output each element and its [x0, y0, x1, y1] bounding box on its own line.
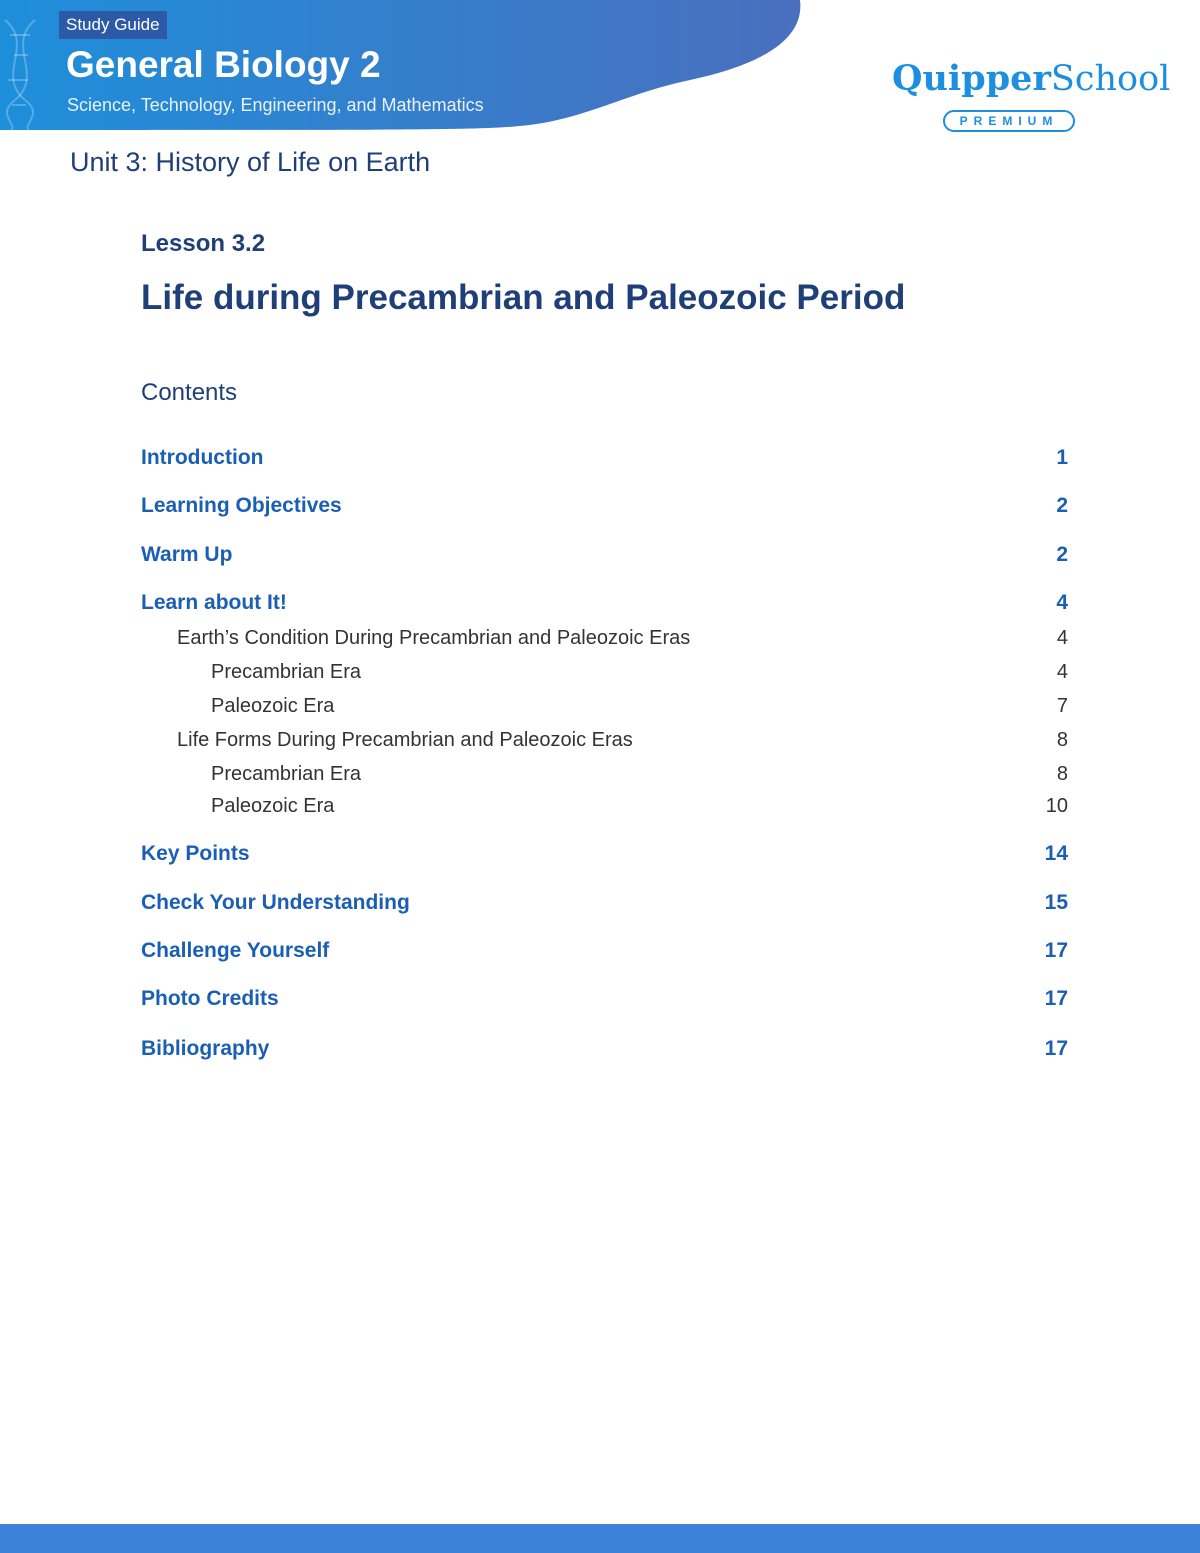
toc-entry[interactable] [141, 760, 1068, 788]
quipper-school-logo [892, 58, 1171, 138]
toc-entry-page-number: 8 [1056, 762, 1068, 785]
toc-entry-label: Life Forms During Precambrian and Paleozoic Eras [177, 728, 633, 751]
toc-entry-page-number: 4 [1056, 660, 1068, 683]
lesson-title: Life during Precambrian and Paleozoic Period [141, 278, 906, 317]
toc-entry[interactable] [141, 444, 1068, 472]
toc-entry-label: Learning Objectives [141, 494, 342, 517]
toc-entry-label: Learn about It! [141, 591, 287, 614]
toc-entry[interactable] [141, 985, 1068, 1013]
toc-entry-page-number: 17 [1044, 939, 1068, 962]
toc-entry-label: Earth’s Condition During Precambrian and Paleozoic Eras [177, 626, 691, 649]
logo-word-quipper: Quipper [892, 58, 1051, 99]
study-guide-badge: Study Guide [59, 11, 167, 39]
toc-entry-page-number: 4 [1056, 626, 1068, 649]
toc-entry-page-number: 17 [1044, 1037, 1068, 1060]
unit-title: Unit 3: History of Life on Earth [70, 147, 431, 177]
logo-wordmark [892, 58, 1170, 99]
toc-entry[interactable] [141, 589, 1068, 617]
logo-premium-pill: PREMIUM [943, 110, 1075, 132]
logo-word-school: School [1050, 59, 1171, 99]
toc-entry-page-number: 10 [1045, 794, 1068, 817]
contents-heading: Contents [141, 379, 238, 406]
toc-entry-label: Challenge Yourself [141, 939, 330, 962]
toc-entry[interactable] [141, 840, 1068, 868]
toc-entry-label: Check Your Understanding [141, 891, 410, 914]
toc-entry[interactable] [141, 889, 1068, 917]
toc-entry[interactable] [141, 1035, 1068, 1063]
toc-entry-page-number: 15 [1044, 891, 1068, 914]
toc-entry-label: Paleozoic Era [211, 794, 335, 817]
toc-entry[interactable] [141, 726, 1068, 754]
toc-entry-label: Precambrian Era [211, 660, 362, 683]
toc-entry-page-number: 1 [1056, 446, 1068, 469]
toc-entry-label: Key Points [141, 842, 250, 865]
toc-entry[interactable] [141, 658, 1068, 686]
lesson-number: Lesson 3.2 [141, 230, 266, 257]
toc-entry-page-number: 17 [1044, 987, 1068, 1010]
toc-entry-page-number: 7 [1056, 694, 1068, 717]
toc-entry-label: Introduction [141, 446, 264, 469]
toc-entry-label: Photo Credits [141, 987, 279, 1010]
footer-bar [0, 1524, 1200, 1553]
toc-entry-label: Bibliography [141, 1037, 270, 1060]
toc-entry[interactable] [141, 692, 1068, 720]
toc-entry[interactable] [141, 492, 1068, 520]
toc-entry-label: Warm Up [141, 543, 233, 566]
course-subtitle: Science, Technology, Engineering, and Mathematics [67, 95, 484, 115]
toc-entry-page-number: 8 [1056, 728, 1068, 751]
course-title: General Biology 2 [66, 44, 381, 85]
toc-entry-label: Paleozoic Era [211, 694, 335, 717]
toc-entry-page-number: 14 [1044, 842, 1068, 865]
toc-entry[interactable] [141, 541, 1068, 569]
toc-entry[interactable] [141, 792, 1068, 820]
toc-entry-page-number: 2 [1056, 543, 1068, 566]
toc-entry-page-number: 4 [1056, 591, 1068, 614]
toc-entry-page-number: 2 [1056, 494, 1068, 517]
toc-entry-label: Precambrian Era [211, 762, 362, 785]
toc-entry[interactable] [141, 937, 1068, 965]
toc-entry[interactable] [141, 624, 1068, 652]
